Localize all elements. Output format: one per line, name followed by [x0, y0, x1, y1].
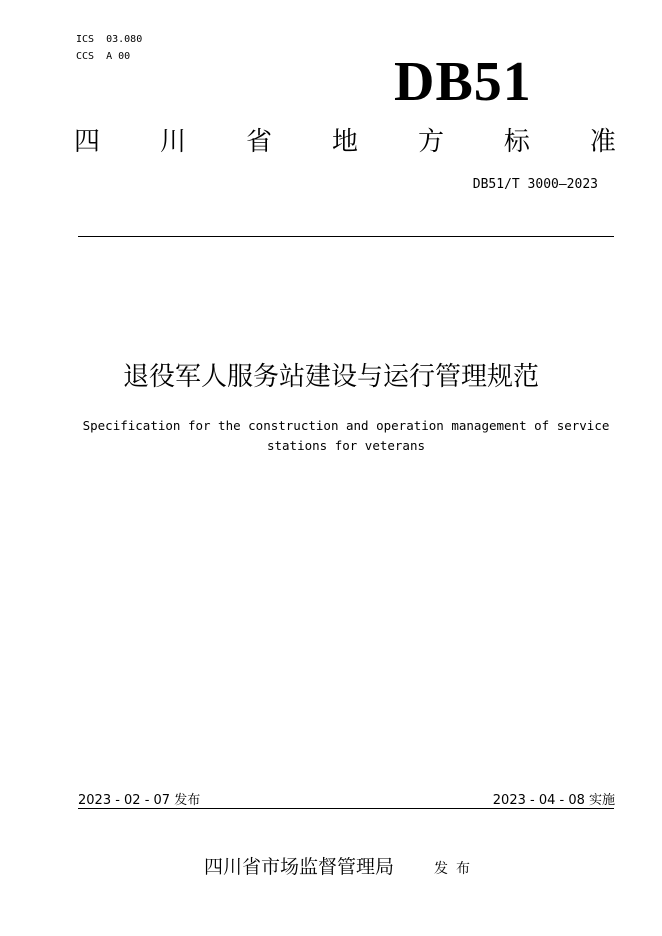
ics-code: ICS 03.080 [76, 34, 143, 45]
standard-number: DB51/T 3000—2023 [472, 177, 598, 192]
document-title-chinese: 退役军人服务站建设与运行管理规范 [122, 362, 539, 392]
footer-divider [78, 808, 614, 809]
issue-date: 2023 - 02 - 07 发布 [78, 793, 201, 808]
standard-type-char: 方 [417, 127, 444, 157]
classification-codes [76, 31, 142, 65]
standard-type-char: 准 [589, 127, 616, 157]
publisher-name: 四川省市场监督管理局 [204, 856, 395, 878]
standard-type-char: 标 [503, 127, 530, 157]
publish-label: 发布 [434, 861, 478, 877]
standard-type-char: 省 [245, 127, 272, 157]
standard-type-heading [74, 124, 616, 160]
header-divider [78, 236, 614, 237]
standard-type-char: 川 [159, 127, 186, 157]
ccs-code: CCS A 00 [76, 51, 131, 62]
standard-logo: DB51 [394, 51, 532, 113]
standard-type-char: 地 [331, 127, 358, 157]
standard-type-char: 四 [74, 127, 101, 157]
implementation-date: 2023 - 04 - 08 实施 [492, 793, 615, 808]
document-title-english: Specification for the construction and operation management of service stations for veterans [82, 418, 610, 453]
